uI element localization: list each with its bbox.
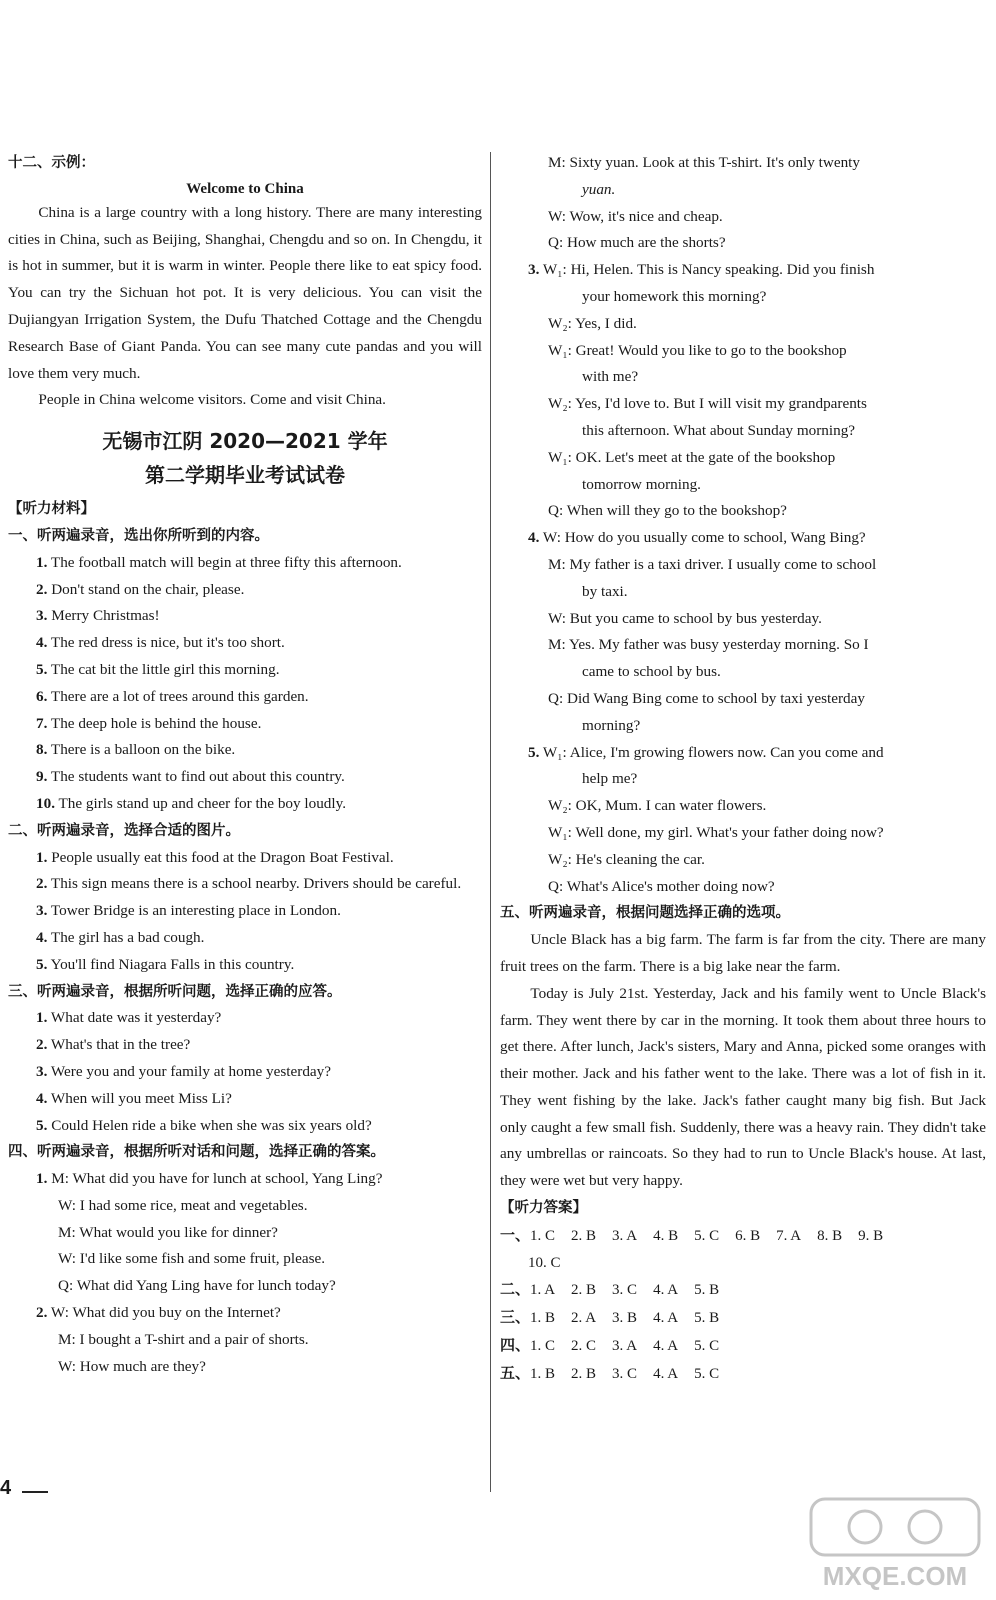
speaker-label: Q:	[548, 877, 564, 895]
dialogue-text: Yes, I did.	[575, 314, 637, 332]
dialogue-continuation: help me?	[582, 770, 638, 788]
item-number: 3.	[36, 1062, 48, 1080]
list-item	[8, 737, 482, 764]
dialogue-line	[500, 740, 986, 767]
item-text: The girl has a bad cough.	[50, 928, 205, 946]
answer-item: 4. A	[653, 1365, 679, 1382]
answer-section-label: 五、	[500, 1363, 531, 1382]
dialogue-text: Sixty yuan. Look at this T-shirt. It's only twenty	[569, 154, 860, 171]
watermark-text: MXQE.COM	[822, 1561, 968, 1591]
speaker-label: M:	[58, 1223, 76, 1241]
section-1-heading: 一、听两遍录音，选出你所听到的内容。	[8, 527, 269, 544]
answer-item: 5. B	[694, 1282, 720, 1299]
dialogue-line	[8, 1193, 482, 1220]
speaker-label: W₂:	[548, 797, 572, 815]
dialogue-text: Yes, I'd love to. But I will visit my grandparents	[575, 395, 867, 413]
exam-headline-1: 无锡市江阴 2020—2021 学年	[102, 429, 388, 454]
dialogue-text: Yes. My father was busy yesterday morning. So I	[568, 636, 869, 654]
essay-title: Welcome to China	[186, 180, 304, 197]
dialogue-text: What would you like for dinner?	[79, 1223, 278, 1241]
dialogue-text: What did Yang Ling have for lunch today?	[76, 1277, 336, 1295]
speaker-label: W₂:	[548, 314, 572, 332]
answer-item: 2. A	[571, 1310, 597, 1327]
dialogue-continuation: by taxi.	[582, 582, 628, 600]
column-divider	[490, 152, 491, 1492]
speaker-label: W:	[548, 207, 566, 225]
item-number: 7.	[36, 714, 48, 732]
section-5-paragraph-1: Uncle Black has a big farm. The farm is far from the city. There are many fruit trees on the farm. There is a big lake near the farm.	[500, 931, 986, 975]
speaker-label: Q:	[548, 502, 564, 520]
dialogue-text: My father is a taxi driver. I usually come to school	[569, 555, 877, 573]
answer-item: 5. B	[694, 1310, 720, 1327]
dialogue-line	[500, 820, 986, 847]
answer-row	[500, 1360, 986, 1388]
page-number: 4	[0, 1477, 12, 1499]
speaker-label: W₁:	[548, 341, 572, 359]
item-number: 1.	[36, 1009, 48, 1027]
list-item	[8, 845, 482, 872]
list-item	[8, 603, 482, 630]
list-item	[8, 898, 482, 925]
dialogue-line	[500, 632, 986, 659]
section-4-question-3	[500, 257, 986, 525]
dialogue-text: How do you usually come to school, Wang Bing?	[564, 529, 866, 547]
answer-item: 4. A	[653, 1282, 679, 1299]
item-number: 8.	[36, 741, 48, 759]
list-item	[8, 791, 482, 818]
dialogue-line	[500, 230, 986, 257]
dialogue-line	[500, 204, 986, 231]
section-1-list	[8, 550, 482, 818]
item-number: 1.	[36, 848, 48, 866]
item-text: Don't stand on the chair, please.	[51, 580, 245, 598]
dialogue-line	[8, 1327, 482, 1354]
dialogue-continuation: this afternoon. What about Sunday morning?	[582, 421, 856, 439]
speaker-label: W:	[50, 1304, 69, 1322]
item-text: The red dress is nice, but it's too short.	[50, 634, 285, 652]
item-number: 4.	[36, 928, 48, 946]
item-text: The girls stand up and cheer for the boy loudly.	[58, 794, 347, 812]
answer-item: 2. B	[571, 1227, 597, 1244]
list-item	[8, 550, 482, 577]
dialogue-line	[500, 874, 986, 901]
dialogue-line	[500, 338, 986, 365]
item-text: You'll find Niagara Falls in this country.	[50, 955, 295, 973]
dialogue-text: Hi, Helen. This is Nancy speaking. Did you finish	[570, 261, 875, 279]
item-number: 5.	[36, 955, 48, 973]
item-number: 10.	[36, 794, 55, 812]
speaker-label: Q:	[548, 689, 564, 707]
dialogue-line	[500, 257, 986, 284]
item-number: 1.	[36, 1170, 48, 1188]
list-item	[8, 657, 482, 684]
item-text: There are a lot of trees around this garden.	[50, 687, 309, 705]
item-number: 5.	[528, 743, 540, 761]
listening-material-label: 【听力材料】	[8, 501, 95, 518]
item-number: 5.	[36, 660, 48, 678]
answer-item: 1. C	[530, 1338, 556, 1355]
dialogue-line	[500, 498, 986, 525]
section-5-paragraph-2: Today is July 21st. Yesterday, Jack and his family went to Uncle Black's farm. They went there by car in the morning. It took them about three hours to get there. After lunch, Jack's sisters, Mary and Anna, picked some oranges with their mother. Jack and his father went to the lake. There was a lot of fish in it. They went fishing by the lake. Jack's father caught many big fish. But Jack only caught a few small fish. Suddenly, there was a heavy rain. They didn't take any umbrellas or raincoats. So they had to run to Uncle Black's house. At last, they were wet but very happy.	[500, 984, 986, 1190]
dialogue-line	[500, 311, 986, 338]
dialogue-line	[500, 606, 986, 633]
answer-item: 4. B	[653, 1227, 679, 1244]
dialogue-line	[500, 525, 986, 552]
dialogue-line	[500, 552, 986, 579]
item-text: What date was it yesterday?	[50, 1009, 222, 1027]
dialogue-line	[500, 686, 986, 713]
answer-item: 5. C	[694, 1227, 720, 1244]
item-number: 3.	[528, 261, 540, 279]
section-3-heading: 三、听两遍录音，根据所听问题，选择正确的应答。	[8, 983, 342, 1000]
dialogue-line	[500, 847, 986, 874]
listening-answers-label: 【听力答案】	[500, 1200, 587, 1217]
dialogue-continuation: came to school by bus.	[582, 663, 721, 681]
dialogue-line	[8, 1273, 482, 1300]
speaker-label: W₁:	[542, 743, 567, 761]
answer-item: 3. A	[612, 1227, 638, 1244]
speaker-label: W:	[58, 1250, 76, 1268]
answer-row	[500, 1276, 986, 1304]
item-text: What's that in the tree?	[50, 1036, 191, 1054]
speaker-label: W:	[58, 1357, 76, 1375]
essay-paragraph-2: People in China welcome visitors. Come and visit China.	[38, 391, 386, 409]
answer-row-continued	[500, 1250, 986, 1277]
dialogue-text: What did you have for lunch at school, Yang Ling?	[72, 1170, 383, 1188]
dialogue-continuation: your homework this morning?	[582, 287, 767, 305]
item-number: 4.	[36, 1089, 48, 1107]
dialogue-text: Wow, it's nice and cheap.	[569, 207, 723, 225]
list-item	[8, 952, 482, 979]
answer-row	[500, 1222, 986, 1250]
dialogue-text: When will they go to the bookshop?	[566, 502, 787, 520]
section-4-question-2-continued	[500, 150, 986, 257]
dialogue-text: Did Wang Bing come to school by taxi yesterday	[566, 689, 865, 707]
dialogue-text: OK, Mum. I can water flowers.	[575, 797, 767, 815]
item-number: 2.	[36, 580, 48, 598]
item-number: 3.	[36, 607, 48, 625]
exam-headline-2: 第二学期毕业考试试卷	[145, 463, 345, 488]
item-number: 2.	[36, 1304, 48, 1322]
dialogue-text: OK. Let's meet at the gate of the bookshop	[575, 448, 836, 466]
speaker-label: W₁:	[542, 261, 567, 279]
item-text: This sign means there is a school nearby. Drivers should be careful.	[50, 875, 462, 893]
answer-item: 5. C	[694, 1365, 720, 1382]
speaker-label: W₁:	[548, 448, 572, 466]
dialogue-text: How much are they?	[79, 1357, 206, 1375]
section-2-heading: 二、听两遍录音，选择合适的图片。	[8, 822, 240, 839]
speaker-label: M:	[548, 636, 566, 654]
answer-item: 3. C	[612, 1282, 638, 1299]
dialogue-line	[8, 1220, 482, 1247]
list-item	[8, 1113, 482, 1140]
dialogue-continuation: morning?	[582, 716, 641, 734]
dialogue-line	[8, 1354, 482, 1381]
dialogue-line	[500, 445, 986, 472]
dialogue-text: I had some rice, meat and vegetables.	[79, 1196, 308, 1214]
answer-section-label: 三、	[500, 1308, 531, 1327]
dialogue-line	[8, 1300, 482, 1327]
answer-row	[500, 1304, 986, 1332]
section-4-question-5	[500, 740, 986, 901]
dialogue-text: Alice, I'm growing flowers now. Can you come and	[569, 743, 884, 761]
dialogue-line	[8, 1166, 482, 1193]
dialogue-text: I bought a T-shirt and a pair of shorts.	[79, 1330, 309, 1348]
answer-item: 2. B	[571, 1282, 597, 1299]
item-number: 2.	[36, 1036, 48, 1054]
item-text: Merry Christmas!	[51, 607, 160, 625]
dialogue-text: Great! Would you like to go to the bookshop	[575, 341, 847, 359]
dialogue-continuation: with me?	[582, 368, 639, 386]
section-5-heading: 五、听两遍录音，根据问题选择正确的选项。	[500, 905, 790, 922]
answer-item: 3. B	[612, 1310, 638, 1327]
answer-item: 10. C	[528, 1254, 561, 1271]
item-number: 1.	[36, 553, 48, 571]
answer-item: 8. B	[817, 1227, 843, 1244]
essay-paragraph-1: China is a large country with a long history. There are many interesting cities in China, such as Beijing, Shanghai, Chengdu and so on. In Chengdu, it is hot in summer, but it is warm in winter. People there like to eat spicy food. You can try the Sichuan hot pot. It is very delicious. You can visit the Dujiangyan Irrigation System, the Dufu Thatched Cottage and the Chengdu Research Base of Giant Panda. You can see many cute pandas and you will love them very much.	[8, 203, 482, 382]
item-text: The cat bit the little girl this morning.	[50, 660, 280, 678]
dialogue-text: I'd like some fish and some fruit, please.	[79, 1250, 326, 1268]
item-text: The deep hole is behind the house.	[50, 714, 262, 732]
speaker-label: W₂:	[548, 395, 572, 413]
section-4-question-2	[8, 1300, 482, 1380]
page-number-dash	[22, 1491, 48, 1493]
right-column	[500, 150, 986, 1388]
dialogue-text: How much are the shorts?	[566, 234, 726, 252]
dialogue-text: He's cleaning the car.	[575, 850, 705, 868]
dialogue-line	[8, 1246, 482, 1273]
answer-item: 7. A	[776, 1227, 802, 1244]
list-item	[8, 1086, 482, 1113]
dialogue-text: What did you buy on the Internet?	[72, 1304, 281, 1322]
answer-section-label: 二、	[500, 1280, 531, 1299]
dialogue-continuation: yuan.	[582, 180, 616, 198]
item-number: 4.	[36, 634, 48, 652]
speaker-label: W₂:	[548, 850, 572, 868]
item-text: When will you meet Miss Li?	[50, 1089, 232, 1107]
section-2-list	[8, 845, 482, 979]
list-item	[8, 764, 482, 791]
answer-item: 1. C	[530, 1227, 556, 1244]
item-number: 9.	[36, 768, 48, 786]
speaker-label: Q:	[58, 1277, 74, 1295]
dialogue-line	[500, 150, 986, 177]
dialogue-text: What's Alice's mother doing now?	[566, 877, 775, 895]
list-item	[8, 577, 482, 604]
section-4-question-4	[500, 525, 986, 739]
list-item	[8, 1059, 482, 1086]
speaker-label: W:	[58, 1196, 76, 1214]
item-text: People usually eat this food at the Dragon Boat Festival.	[51, 848, 394, 866]
answer-item: 3. A	[612, 1338, 638, 1355]
item-number: 4.	[528, 529, 540, 547]
answer-item: 2. C	[571, 1338, 597, 1355]
list-item	[8, 630, 482, 657]
answer-item: 3. C	[612, 1365, 638, 1382]
dialogue-line	[500, 793, 986, 820]
item-text: The students want to find out about this country.	[50, 768, 345, 786]
speaker-label: W:	[548, 609, 566, 627]
speaker-label: M:	[58, 1330, 76, 1348]
speaker-label: M:	[51, 1170, 69, 1188]
item-number: 6.	[36, 687, 48, 705]
item-text: The football match will begin at three fifty this afternoon.	[50, 553, 402, 571]
answer-section-label: 四、	[500, 1336, 531, 1355]
answer-row	[500, 1332, 986, 1360]
left-column	[8, 150, 482, 1380]
item-number: 2.	[36, 875, 48, 893]
item-number: 3.	[36, 902, 48, 920]
list-item	[8, 925, 482, 952]
dialogue-text: Well done, my girl. What's your father doing now?	[575, 823, 884, 841]
item-text: There is a balloon on the bike.	[50, 741, 236, 759]
dialogue-continuation: tomorrow morning.	[582, 475, 701, 493]
answer-item: 4. A	[653, 1310, 679, 1327]
section-12-heading: 十二、示例：	[8, 155, 95, 171]
answer-item: 9. B	[858, 1227, 884, 1244]
speaker-label: M:	[548, 154, 566, 171]
answer-item: 5. C	[694, 1338, 720, 1355]
speaker-label: W₁:	[548, 823, 572, 841]
answer-item: 1. B	[530, 1365, 556, 1382]
section-4-heading: 四、听两遍录音，根据所听对话和问题，选择正确的答案。	[8, 1144, 385, 1161]
list-item	[8, 871, 482, 898]
answer-item: 6. B	[735, 1227, 761, 1244]
dialogue-text: But you came to school by bus yesterday.	[569, 609, 822, 627]
list-item	[8, 684, 482, 711]
speaker-label: M:	[548, 555, 566, 573]
answer-section-label: 一、	[500, 1225, 531, 1244]
list-item	[8, 711, 482, 738]
speaker-label: W:	[542, 529, 561, 547]
section-3-list	[8, 1005, 482, 1139]
watermark-logo	[805, 1495, 985, 1595]
answer-item: 1. A	[530, 1282, 556, 1299]
answer-item: 2. B	[571, 1365, 597, 1382]
item-number: 5.	[36, 1116, 48, 1134]
item-text: Could Helen ride a bike when she was six years old?	[51, 1116, 372, 1134]
list-item	[8, 1005, 482, 1032]
item-text: Tower Bridge is an interesting place in London.	[50, 902, 341, 920]
section-4-question-1	[8, 1166, 482, 1300]
speaker-label: Q:	[548, 234, 564, 252]
item-text: Were you and your family at home yesterday?	[50, 1062, 331, 1080]
list-item	[8, 1032, 482, 1059]
answer-item: 4. A	[653, 1338, 679, 1355]
answer-item: 1. B	[530, 1310, 556, 1327]
answer-key	[500, 1222, 986, 1388]
dialogue-line	[500, 391, 986, 418]
